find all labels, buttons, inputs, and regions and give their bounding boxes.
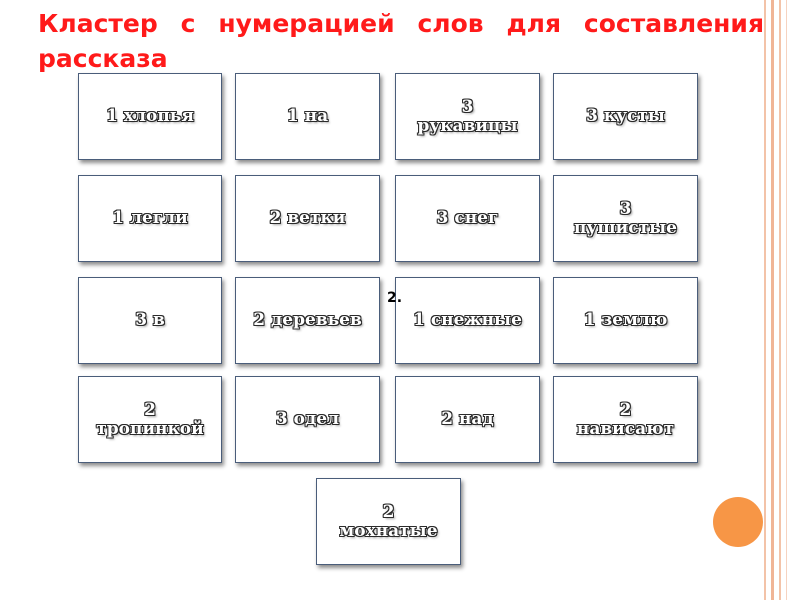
- border-stripe: [764, 0, 766, 600]
- word-card-label: 2 нависают: [576, 399, 675, 439]
- word-card-label: 1 на: [286, 106, 329, 126]
- word-card: [395, 175, 540, 262]
- word-card-label: 3 кусты: [586, 106, 665, 126]
- word-card: [553, 73, 698, 160]
- word-card-label: 3 в: [135, 310, 165, 330]
- border-stripe: [779, 0, 781, 600]
- word-card-label: 3 снег: [436, 208, 499, 228]
- word-card-label: 2 ветки: [269, 208, 346, 228]
- word-card: [235, 175, 380, 262]
- annotation-text: 2.: [387, 290, 403, 306]
- word-card-label: 2 тропинкой: [96, 399, 204, 439]
- slide-title: Кластер с нумерацией слов для составления рассказа: [38, 9, 764, 73]
- word-card-label: 3 одел: [275, 409, 340, 429]
- word-card: [78, 73, 222, 160]
- word-card: [553, 376, 698, 463]
- word-card-label: 3 пушистые: [574, 198, 677, 238]
- word-card: [235, 277, 380, 364]
- border-stripe: [771, 0, 774, 600]
- word-card-label: 1 землю: [583, 310, 668, 330]
- word-card: [78, 175, 222, 262]
- word-card: [395, 73, 540, 160]
- word-card-label: 1 легли: [112, 208, 188, 228]
- word-card-label: 1 хлопья: [106, 106, 194, 126]
- word-card: [395, 277, 540, 364]
- word-card: [553, 277, 698, 364]
- word-card: [235, 376, 380, 463]
- word-card: [78, 376, 222, 463]
- word-card: [395, 376, 540, 463]
- word-card: [78, 277, 222, 364]
- decorative-circle: [713, 497, 763, 547]
- word-card-label: 2 над: [441, 409, 494, 429]
- word-card: [553, 175, 698, 262]
- word-card: [235, 73, 380, 160]
- word-card-label: 1 снежные: [413, 310, 522, 330]
- word-card-label: 2 деревьев: [253, 310, 362, 330]
- border-stripe: [786, 0, 787, 600]
- word-card-label: 2 мохнатые: [339, 501, 438, 541]
- word-card-label: 3 рукавицы: [417, 96, 518, 136]
- word-card: [316, 478, 461, 565]
